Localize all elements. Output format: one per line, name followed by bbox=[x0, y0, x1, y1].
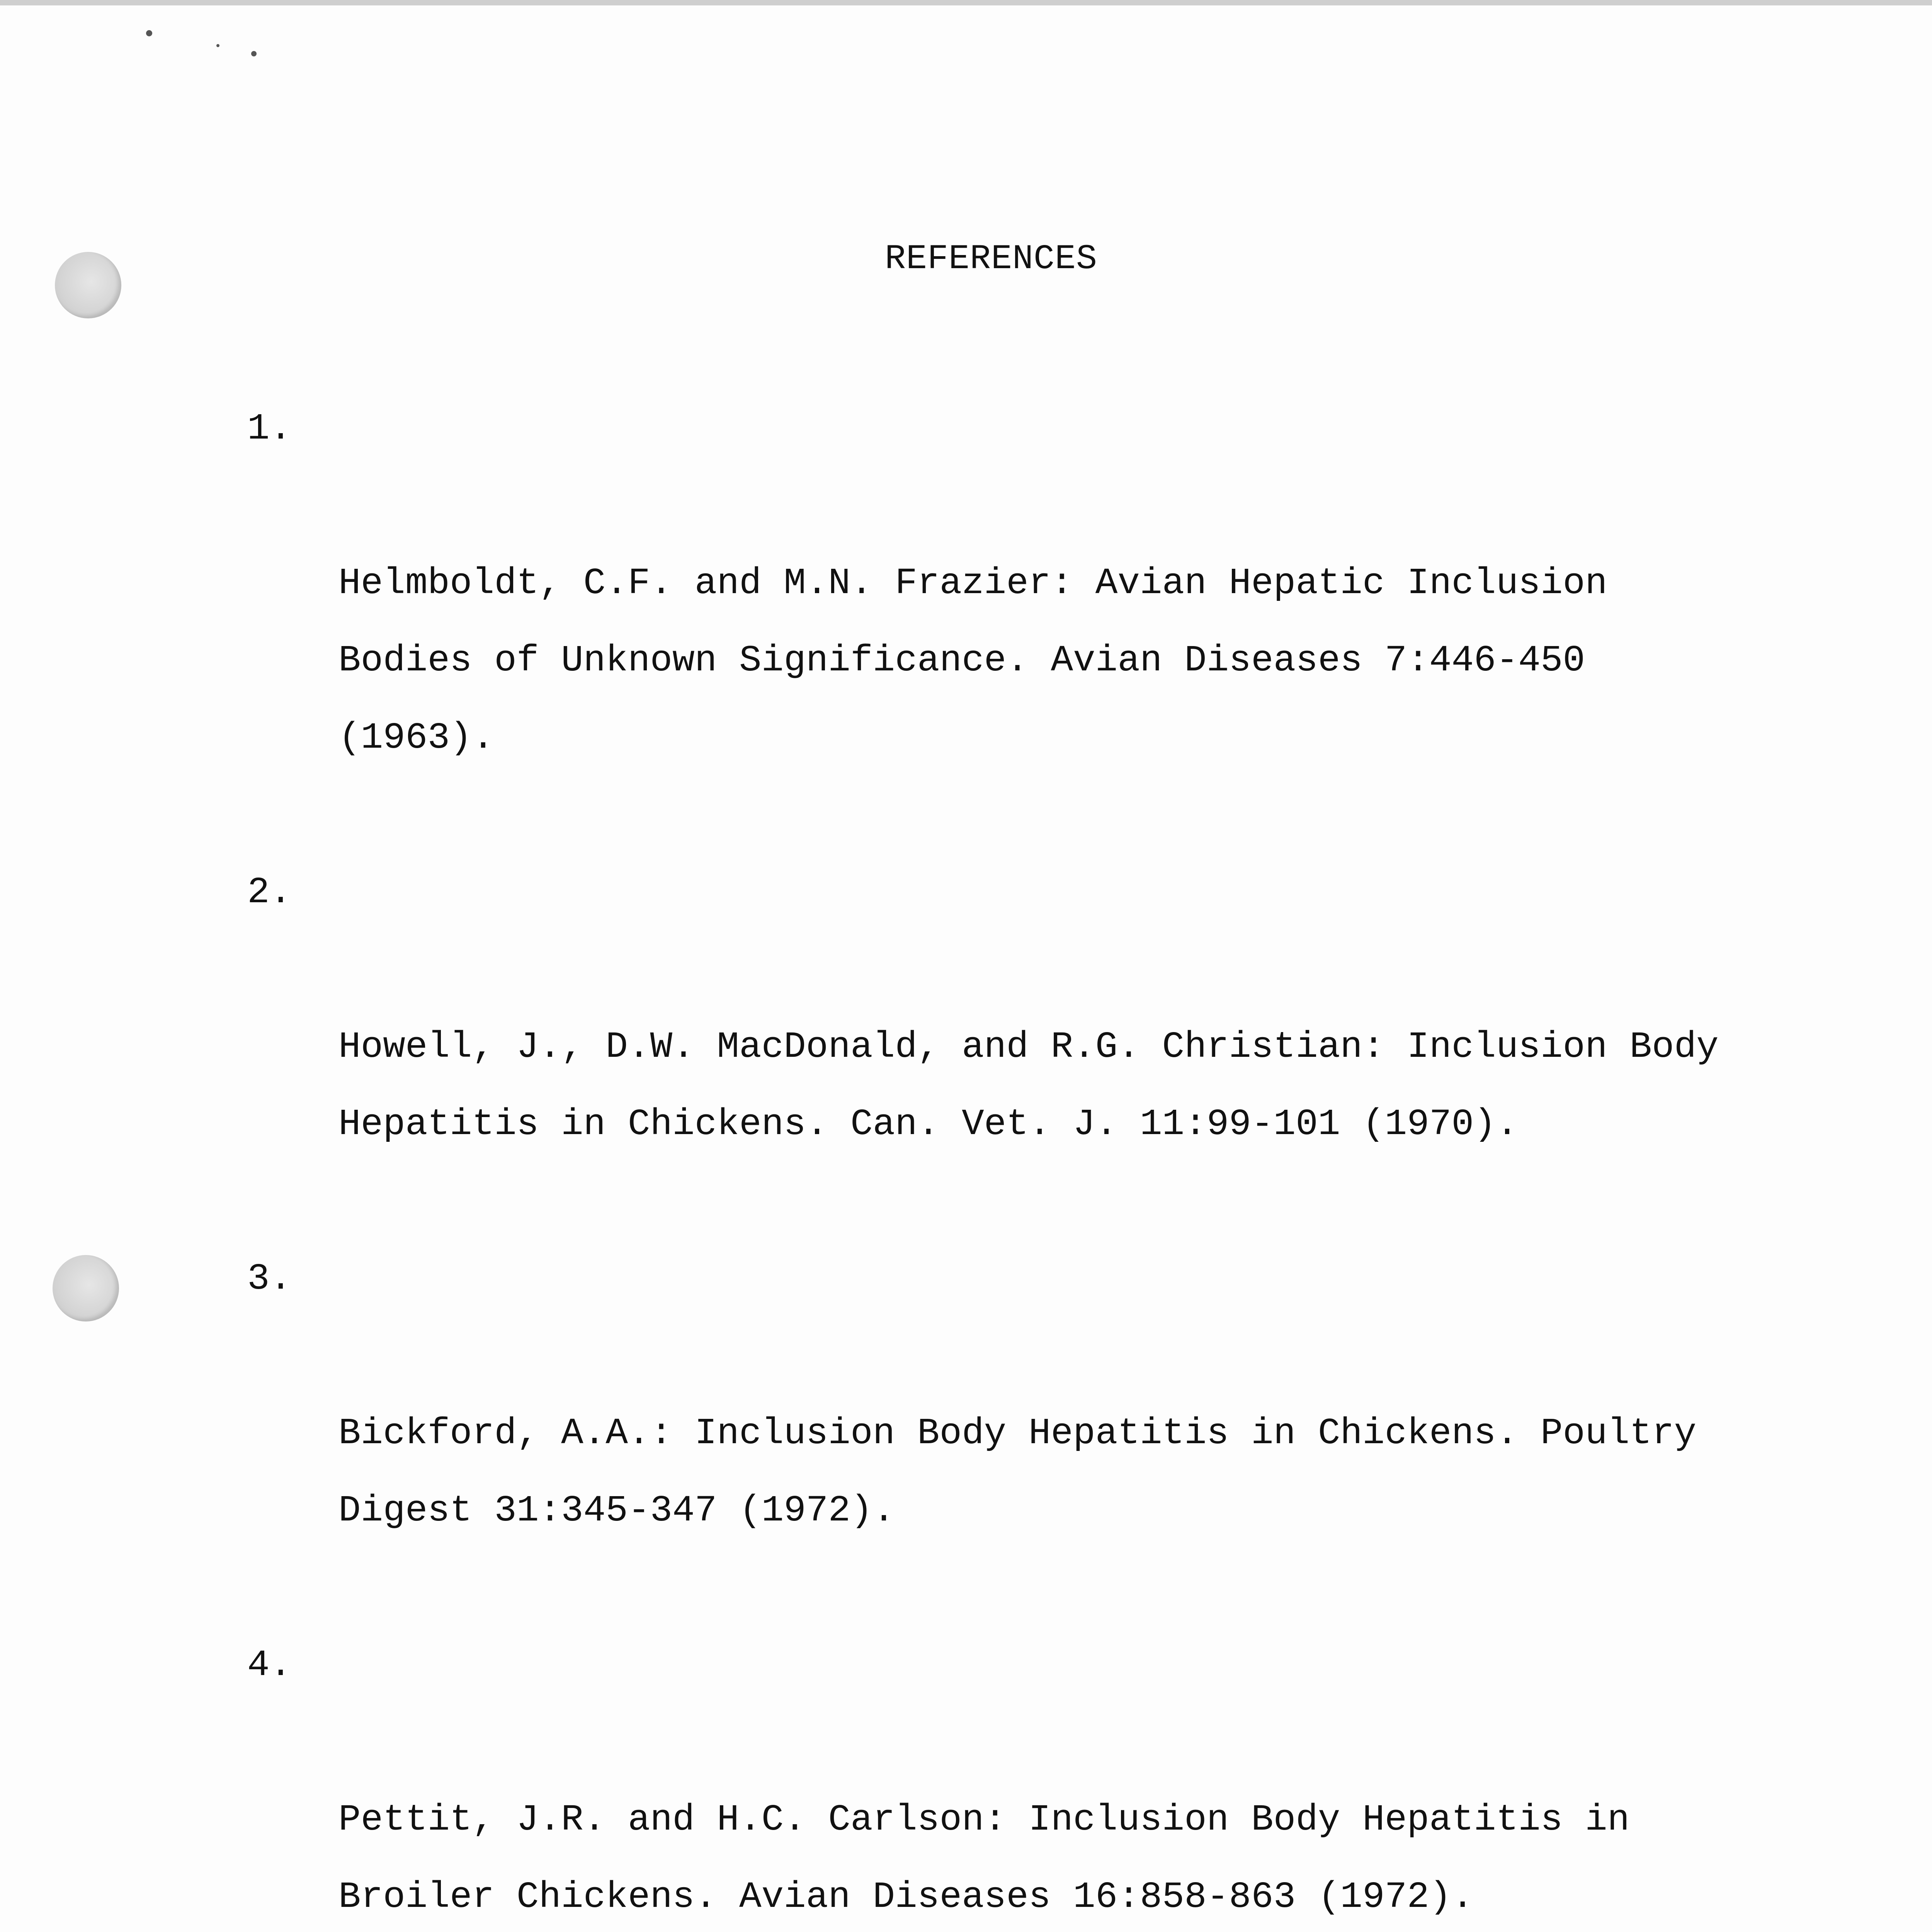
reference-number: 2. bbox=[247, 871, 292, 913]
reference-item bbox=[247, 854, 1793, 1240]
reference-item bbox=[247, 390, 1793, 854]
reference-text: Helmboldt, C.F. and M.N. Frazier: Avian Hepatic Inclusion Bodies of Unknown Significance. Avian Diseases 7:446-450 (1963). bbox=[338, 562, 1607, 759]
reference-number: 1. bbox=[247, 408, 292, 450]
reference-text: Howell, J., D.W. MacDonald, and R.G. Christian: Inclusion Body Hepatitis in Chickens. Can. Vet. J. 11:99-101 (1970). bbox=[338, 1026, 1719, 1145]
reference-item bbox=[247, 1240, 1793, 1627]
reference-text: Bickford, A.A.: Inclusion Body Hepatitis in Chickens. Poultry Digest 31:345-347 (1972). bbox=[338, 1412, 1697, 1532]
reference-text: Pettit, J.R. and H.C. Carlson: Inclusion Body Hepatitis in Broiler Chickens. Avian Diseases 16:858-863 (1972). bbox=[338, 1799, 1630, 1918]
scan-speck bbox=[251, 51, 257, 56]
page-title: REFERENCES bbox=[884, 240, 1098, 279]
reference-list bbox=[247, 390, 1793, 1932]
reference-number: 3. bbox=[247, 1258, 292, 1300]
scan-speck bbox=[146, 30, 152, 36]
binder-hole-middle bbox=[53, 1255, 119, 1321]
reference-item bbox=[247, 1627, 1793, 1932]
reference-number: 4. bbox=[247, 1644, 292, 1686]
scan-speck bbox=[216, 44, 219, 47]
page-top-edge bbox=[0, 0, 1932, 5]
